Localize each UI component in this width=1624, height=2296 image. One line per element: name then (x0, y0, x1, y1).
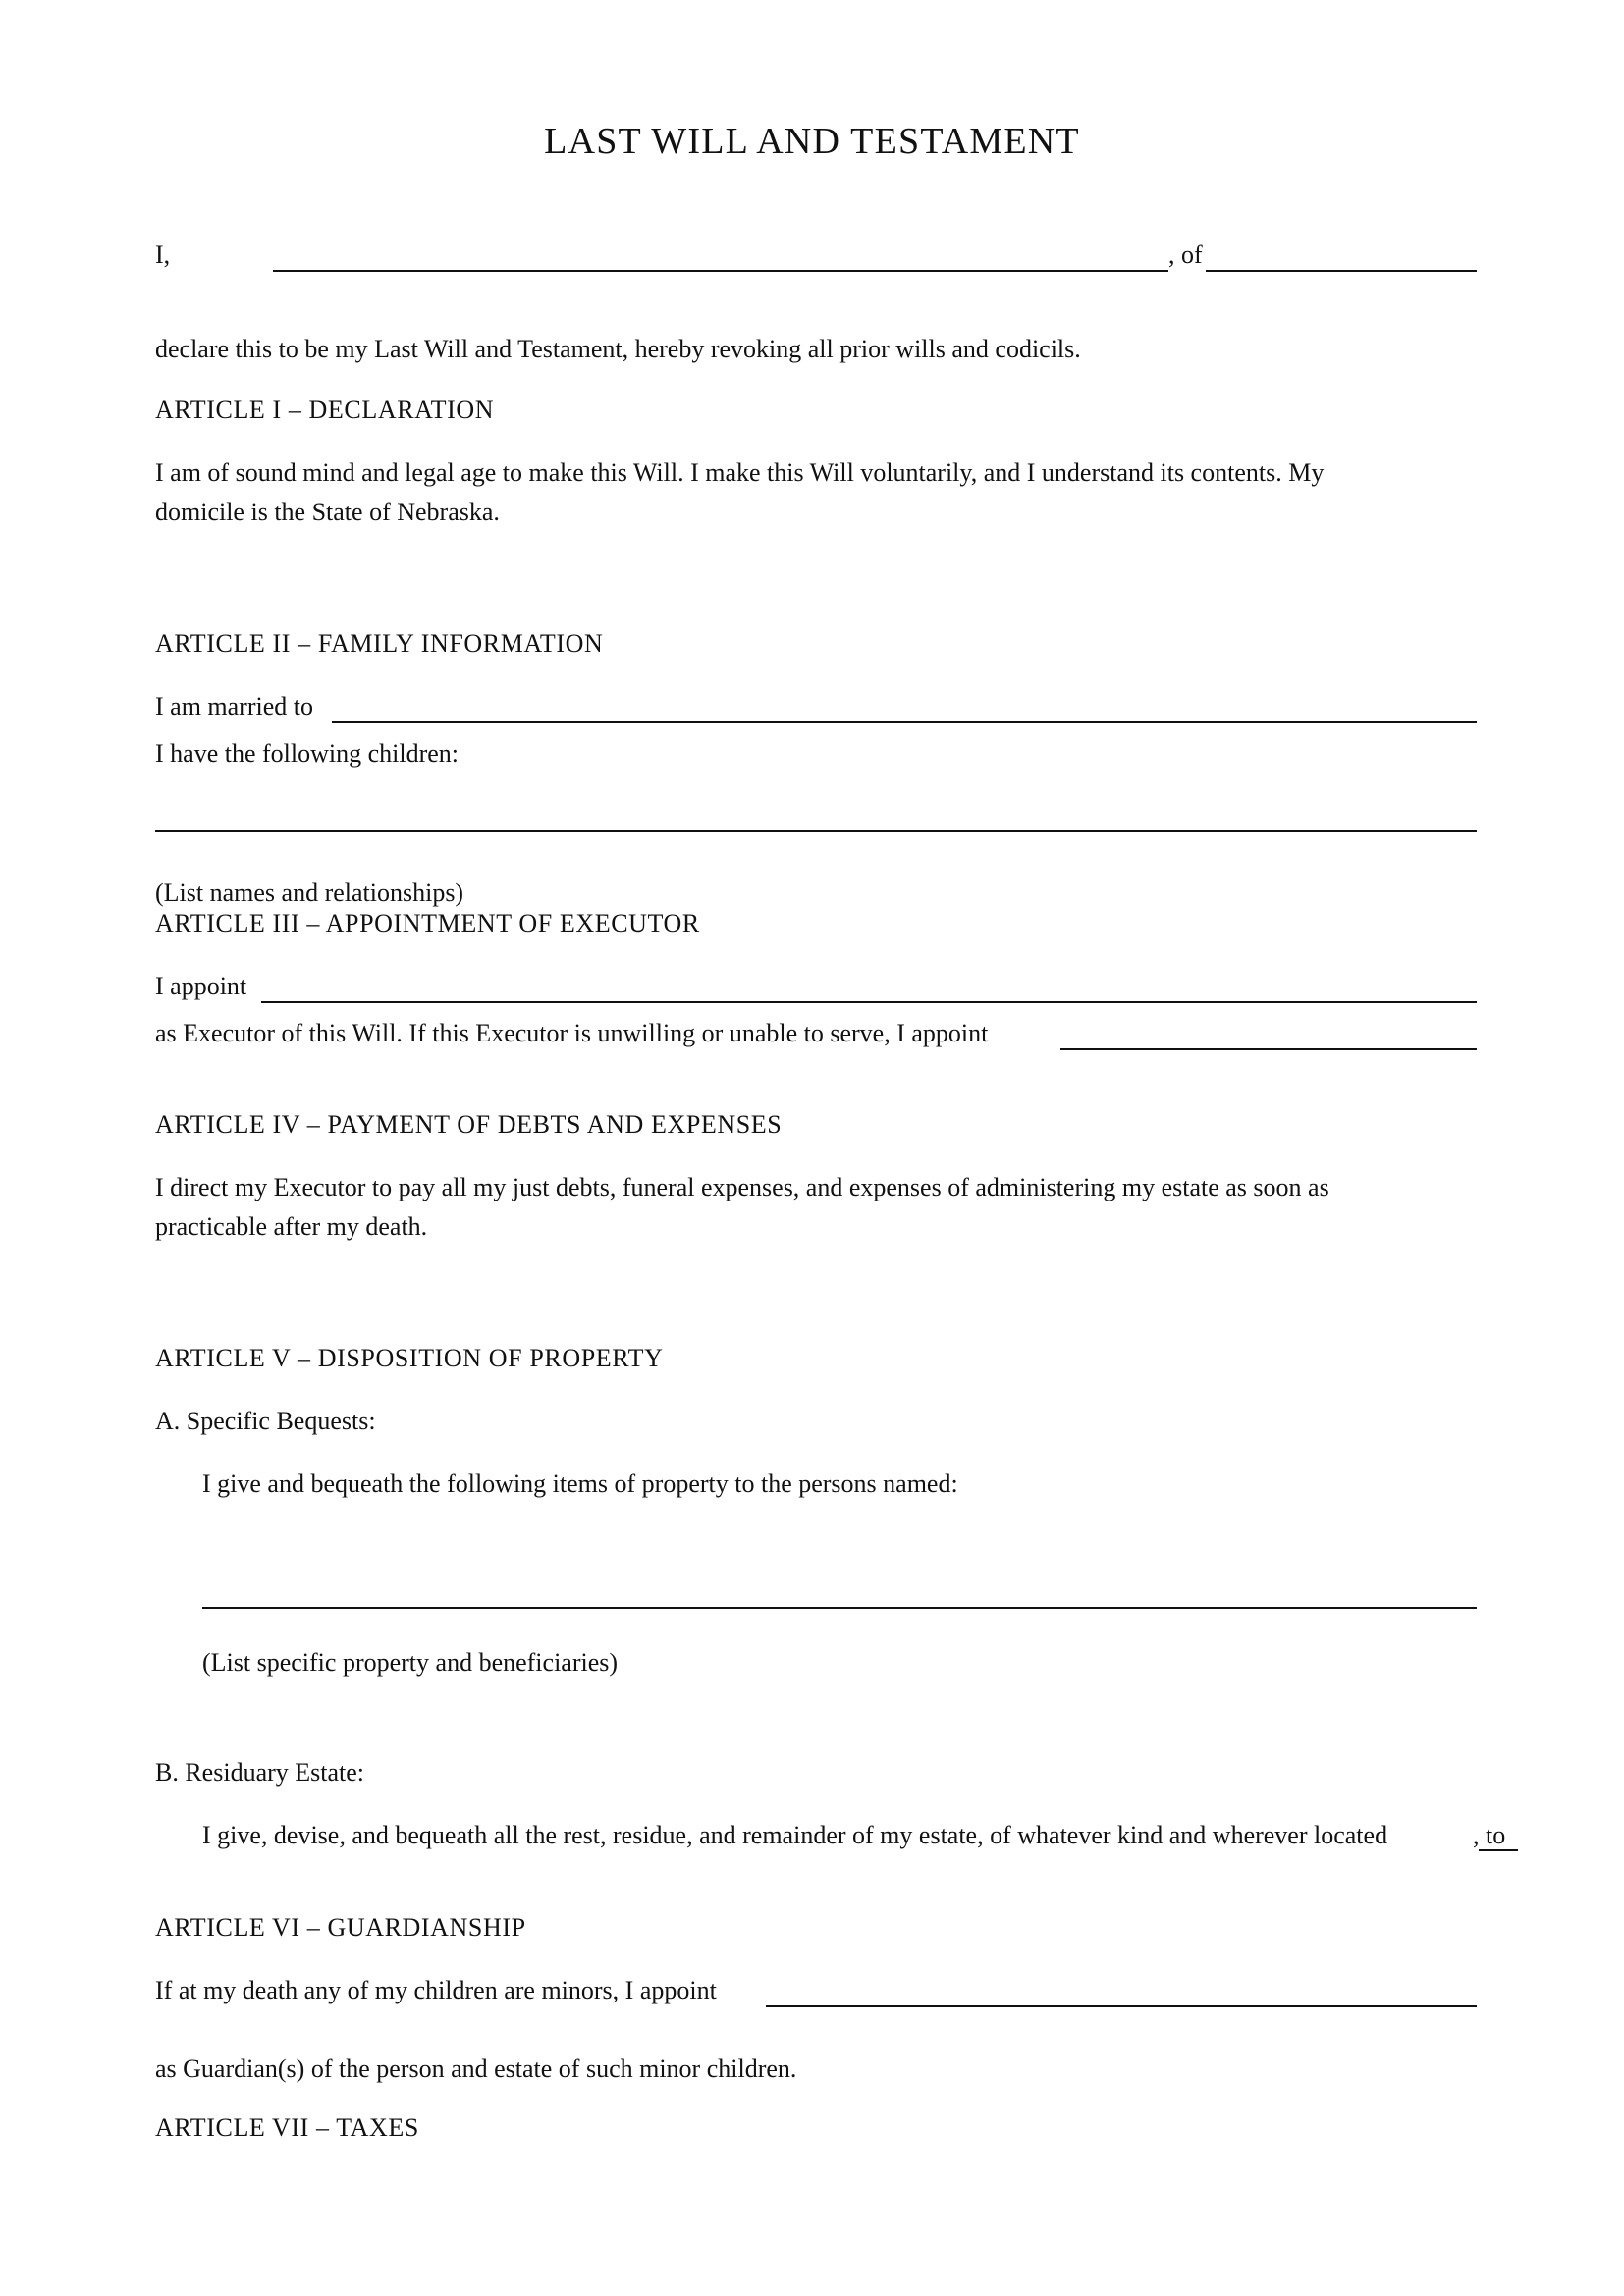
residuary-beneficiary-field[interactable] (1479, 1849, 1518, 1851)
section-b-heading: B. Residuary Estate: (155, 1758, 365, 1787)
intro-prefix: I, (155, 240, 171, 269)
section-a-heading: A. Specific Bequests: (155, 1407, 376, 1435)
married-label: I am married to (155, 692, 313, 721)
article-1-text-line-2: domicile is the State of Nebraska. (155, 498, 500, 526)
section-a-text: I give and bequeath the following items of property to the persons named: (202, 1469, 958, 1498)
section-b-tail: , to (1473, 1821, 1506, 1849)
article-3-heading: ARTICLE III – APPOINTMENT OF EXECUTOR (155, 909, 700, 937)
intro-of-label: , of (1168, 240, 1203, 269)
article-5-heading: ARTICLE V – DISPOSITION OF PROPERTY (155, 1344, 664, 1372)
article-4-heading: ARTICLE IV – PAYMENT OF DEBTS AND EXPENSES (155, 1110, 783, 1139)
article-1-text-line-1: I am of sound mind and legal age to make this Will. I make this Will voluntarily, and I understand its contents. My (155, 458, 1325, 487)
guardian-name-field[interactable] (766, 2005, 1477, 2007)
executor-appoint-label: I appoint (155, 972, 247, 1000)
alternate-executor-label: as Executor of this Will. If this Executor is unwilling or unable to serve, I appoint (155, 1019, 989, 1047)
article-4-text-line-2: practicable after my death. (155, 1212, 428, 1241)
document-title: LAST WILL AND TESTAMENT (544, 121, 1080, 162)
children-label: I have the following children: (155, 739, 460, 768)
intro-declaration: declare this to be my Last Will and Testament, hereby revoking all prior wills and codicils. (155, 335, 1081, 363)
testator-name-field[interactable] (273, 270, 1168, 272)
section-a-hint: (List specific property and beneficiaries) (202, 1648, 619, 1677)
article-6-heading: ARTICLE VI – GUARDIANSHIP (155, 1913, 526, 1942)
article-2-heading: ARTICLE II – FAMILY INFORMATION (155, 629, 604, 658)
specific-bequests-field[interactable] (202, 1607, 1477, 1609)
guardian-text: as Guardian(s) of the person and estate of such minor children. (155, 2055, 797, 2083)
article-1-heading: ARTICLE I – DECLARATION (155, 396, 495, 424)
testator-residence-field[interactable] (1206, 270, 1477, 272)
alternate-executor-field[interactable] (1060, 1048, 1477, 1050)
article-7-heading: ARTICLE VII – TAXES (155, 2113, 419, 2142)
children-field[interactable] (155, 830, 1477, 832)
section-b-text: I give, devise, and bequeath all the rest, residue, and remainder of my estate, of whatever kind and wherever located (202, 1821, 1388, 1849)
executor-name-field[interactable] (261, 1001, 1477, 1003)
children-hint: (List names and relationships) (155, 879, 464, 907)
guardian-appoint-label: If at my death any of my children are minors, I appoint (155, 1976, 717, 2004)
spouse-name-field[interactable] (332, 721, 1477, 723)
article-4-text-line-1: I direct my Executor to pay all my just debts, funeral expenses, and expenses of administering my estate as soon as (155, 1173, 1329, 1201)
